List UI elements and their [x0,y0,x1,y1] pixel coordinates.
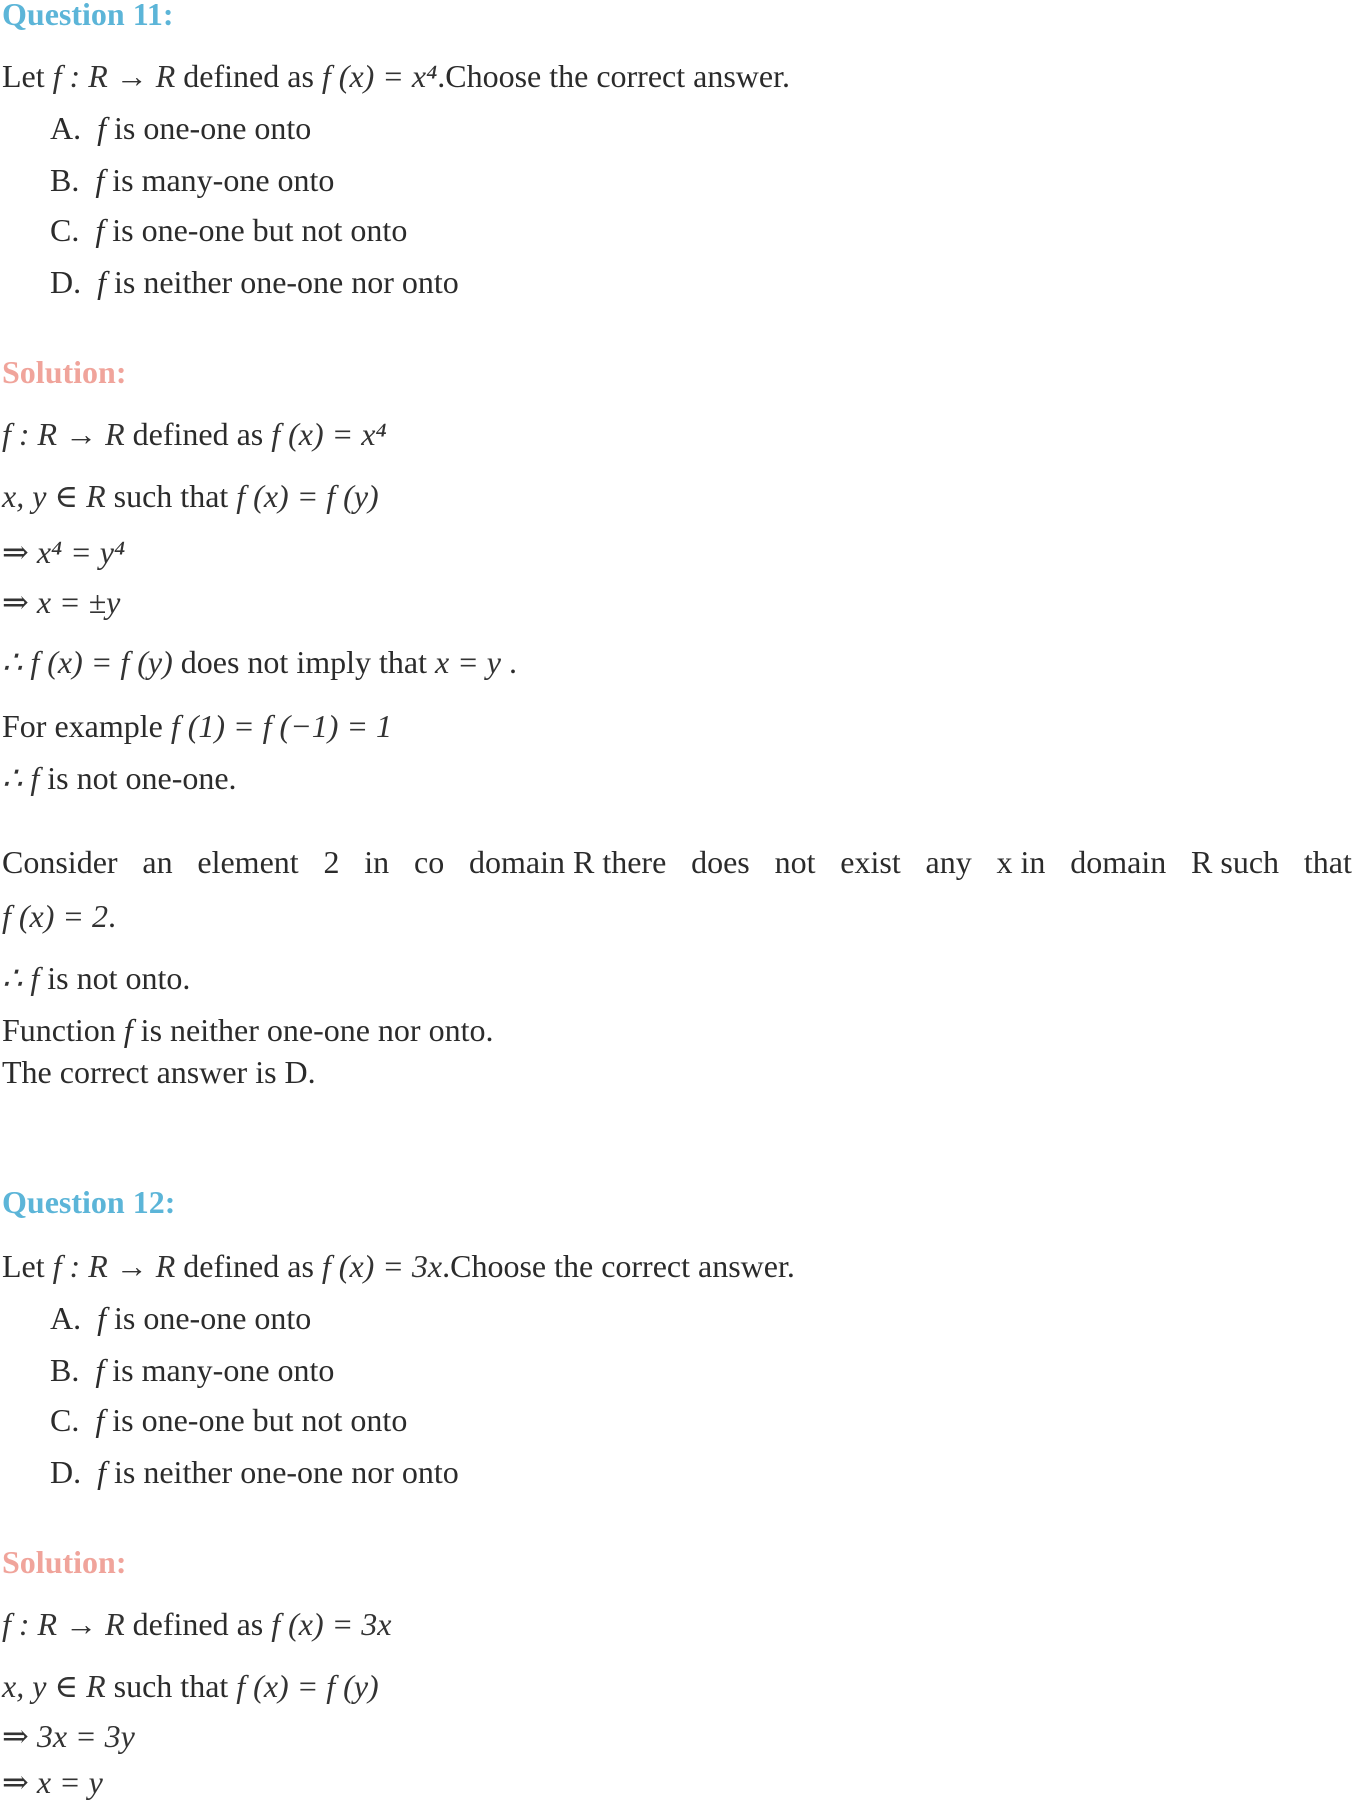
solution-12-heading: Solution: [2,1544,127,1580]
s11-line-11: Function f is neither one-one nor onto. [2,1012,494,1048]
q12-option-a: A. f is one-one onto [50,1300,312,1336]
q12-option-c: C. f is one-one but not onto [50,1402,408,1438]
s11-line-5: ∴ f (x) = f (y) does not imply that x = y . [2,644,517,680]
s11-line-7: ∴ f is not one-one. [2,760,237,796]
q12-option-d: D. f is neither one-one nor onto [50,1454,459,1490]
s12-line-4: ⇒ x = y [2,1764,103,1800]
question-11-stem: Let f : R → R defined as f (x) = x⁴.Choose the correct answer. [2,58,790,94]
s11-line-8: Consider an element 2 in co domain R there does not exist any x in domain R such that [2,844,1352,880]
s11-line-12: The correct answer is D. [2,1054,316,1090]
stem-function: f (x) = x⁴ [321,58,438,94]
s12-line-2: x, y ∈ R such that f (x) = f (y) [2,1668,379,1704]
s11-line-10: ∴ f is not onto. [2,960,191,996]
q11-option-b: B. f is many-one onto [50,162,335,198]
s11-line-2: x, y ∈ R such that f (x) = f (y) [2,478,379,514]
s11-line-9: f (x) = 2. [2,898,116,934]
s11-line-3: ⇒ x⁴ = y⁴ [2,534,126,570]
s12-line-1: f : R → R defined as f (x) = 3x [2,1606,392,1642]
s12-line-3: ⇒ 3x = 3y [2,1718,135,1754]
question-11-heading: Question 11: [2,0,174,32]
question-12-heading: Question 12: [2,1184,176,1220]
s11-line-1: f : R → R defined as f (x) = x⁴ [2,416,387,452]
question-12-stem: Let f : R → R defined as f (x) = 3x.Choose the correct answer. [2,1248,795,1284]
s11-line-4: ⇒ x = ±y [2,584,121,620]
stem-math: f : R → R [52,58,176,94]
q11-option-a: A. f is one-one onto [50,110,312,146]
q11-option-d: D. f is neither one-one nor onto [50,264,459,300]
solution-11-heading: Solution: [2,354,127,390]
q12-option-b: B. f is many-one onto [50,1352,335,1388]
s11-line-6: For example f (1) = f (−1) = 1 [2,708,393,744]
q11-option-c: C. f is one-one but not onto [50,212,408,248]
